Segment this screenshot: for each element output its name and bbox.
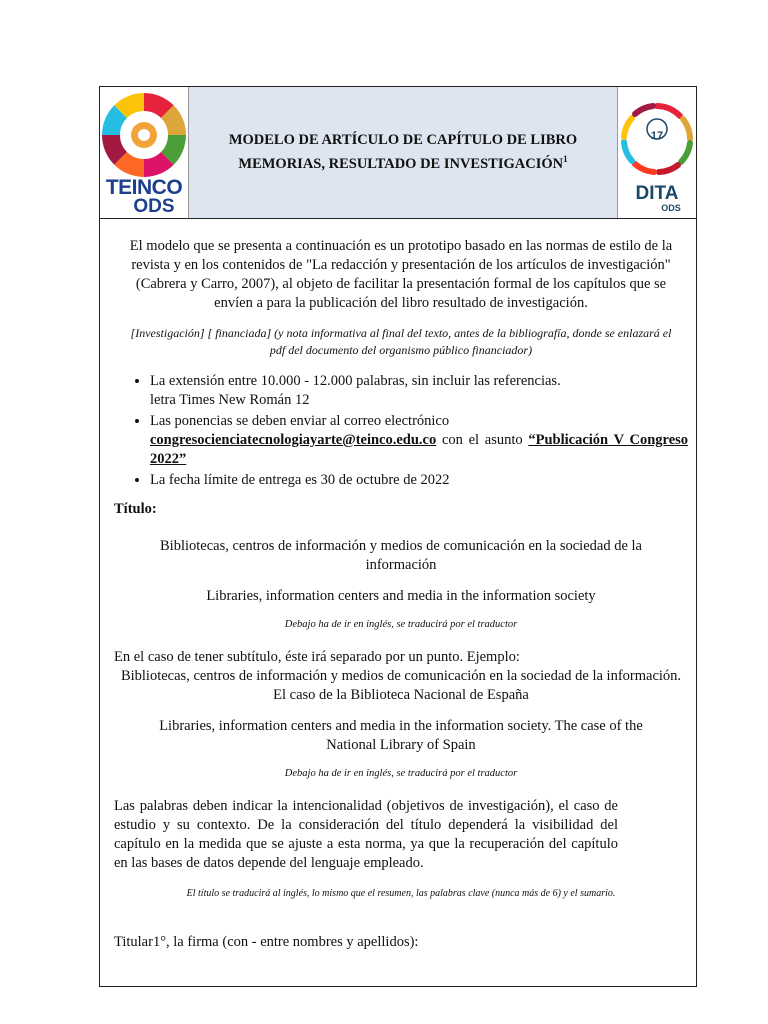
words-paragraph: Las palabras deben indicar la intencionalidad (objetivos de investigación), el caso de estudio y su contexto. De la consideración del título dependerá la visibilidad del capítulo en la medida que se ajuste a esta norma, ya que la recuperación del capítulo en las bases de datos depende del lenguaje empleado. bbox=[114, 798, 618, 871]
bullet-deadline: • La fecha límite de entrega es 30 de octubre de 2022 bbox=[150, 471, 688, 490]
subject-text: “Publicación V Congreso 2022” bbox=[150, 432, 689, 467]
title-es: Bibliotecas, centros de información y medios de comunicación en la sociedad de la información bbox=[160, 538, 642, 573]
title-line-1: MODELO DE ARTÍCULO DE CAPÍTULO DE LIBRO bbox=[228, 132, 578, 149]
titular-line: Titular1°, la firma (con - entre nombres y apellidos): bbox=[114, 934, 419, 950]
title-line-2: MEMORIAS, RESULTADO DE INVESTIGACIÓN$^1$ bbox=[238, 154, 568, 172]
ods-word-left: ODS bbox=[133, 196, 175, 217]
translate-note-1: Debajo ha de ir en inglés, se traducirá por el traductor bbox=[284, 619, 518, 630]
document-header bbox=[100, 87, 696, 219]
bullet-extension-text: La extensión entre 10.000 - 12.000 palabras, sin incluir las referencias. bbox=[150, 373, 561, 389]
subtitle-intro: En el caso de tener subtítulo, éste irá separado por un punto. Ejemplo: bbox=[114, 649, 520, 665]
intro-paragraph: El modelo que se presenta a continuación es un prototipo basado en las normas de estilo de la revista y en los contenidos de "La redacción y presentación de los artículos de investigación" (Cabrera y Carro, 2007), al objeto de facilitar la presentación formal de los capítulos que se envíen a para la publicación del libro resultado de investigación. bbox=[129, 238, 673, 311]
teinco-word: TEINCO bbox=[105, 176, 183, 199]
title-en: Libraries, information centers and media in the information society bbox=[206, 588, 596, 604]
bullet-extension bbox=[150, 372, 688, 410]
subtitle-es: Bibliotecas, centros de información y medios de comunicación en la sociedad de la información. El caso de la Biblioteca Nacional de España bbox=[120, 668, 682, 703]
subtitle-en: Libraries, information centers and media in the information society. The case of the National Library of Spain bbox=[159, 718, 643, 753]
email-link[interactable]: congresocienciatecnologiayarte@teinco.edu.co bbox=[150, 432, 437, 448]
logo-number: 17 bbox=[650, 130, 664, 142]
translate-note-2: Debajo ha de ir en inglés, se traducirá por el traductor bbox=[284, 768, 518, 779]
titulo-label: Título: bbox=[114, 501, 157, 517]
header-title bbox=[188, 87, 618, 218]
bullet-email bbox=[150, 412, 688, 469]
bullet-font-text: letra Times New Román 12 bbox=[150, 392, 310, 408]
document-body bbox=[100, 237, 696, 952]
bullet-email-text: Las ponencias se deben enviar al correo electrónico bbox=[150, 413, 450, 429]
document-frame bbox=[99, 86, 697, 987]
dita-word: DITA bbox=[635, 183, 679, 204]
teinco-ods-logo bbox=[100, 87, 188, 218]
subject-intro: con el asunto bbox=[441, 432, 523, 448]
requirements-list bbox=[114, 372, 688, 490]
dita-ods-logo bbox=[618, 87, 696, 218]
footnote-mark: 1 bbox=[563, 154, 568, 165]
funding-note: [Investigación] [ financiada] (y nota informativa al final del texto, antes de la bibliografía, donde se enlazará el pdf del documento del organismo público financiador) bbox=[130, 326, 672, 357]
translation-note: El título se traducirá al inglés, lo mismo que el resumen, las palabras clave (nunca más de 6) y el sumario. bbox=[186, 888, 616, 899]
ods-word-right: ODS bbox=[661, 203, 681, 213]
